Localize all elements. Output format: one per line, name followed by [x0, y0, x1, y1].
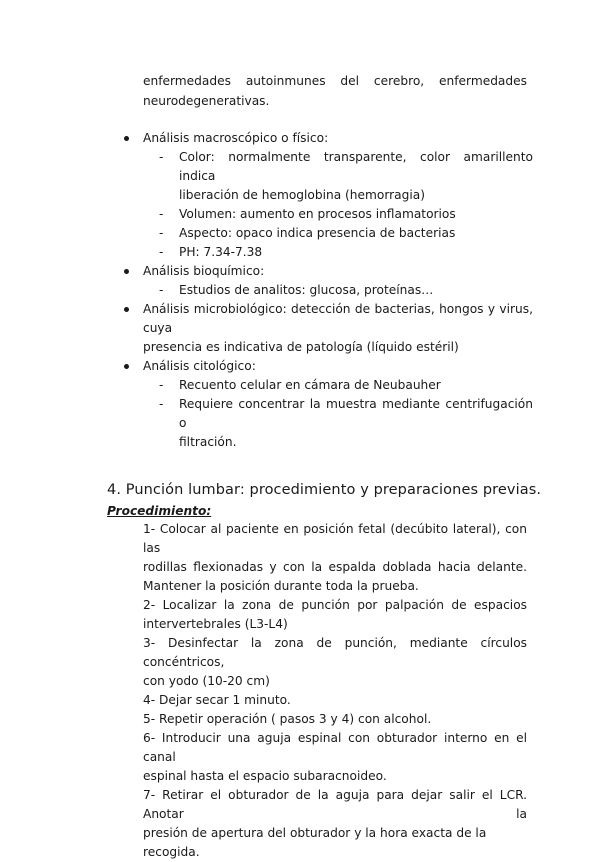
sub-list: [143, 281, 533, 300]
section-heading: 4. Punción lumbar: procedimiento y preparaciones previas.: [107, 482, 542, 498]
dash-icon: -: [159, 378, 164, 392]
list-item: [113, 262, 533, 300]
continuation-paragraph: [143, 71, 527, 111]
step-item: [143, 691, 527, 710]
sub-line: Color: normalmente transparente, color amarillento indica: [179, 150, 533, 183]
step-item: [143, 729, 527, 786]
sub-list: [143, 376, 533, 452]
bullet-label: Análisis macroscópico o físico:: [143, 131, 329, 145]
sub-list-item: [143, 243, 533, 262]
step-item: [143, 710, 527, 729]
bullet-label: Análisis bioquímico:: [143, 264, 265, 278]
continuation-line: neurodegenerativas.: [143, 94, 270, 108]
dash-icon: -: [159, 245, 164, 259]
bullet-icon: [124, 269, 129, 274]
sub-line: Estudios de analitos: glucosa, proteínas…: [179, 283, 434, 297]
step-line: 6- Introducir una aguja espinal con obturador interno en el canal: [143, 731, 527, 764]
step-line: presión de apertura del obturador y la hora exacta de la recogida.: [143, 826, 487, 859]
dash-icon: -: [159, 150, 164, 164]
sub-list-item: [143, 395, 533, 452]
sub-list-item: [143, 205, 533, 224]
dash-icon: -: [159, 397, 164, 411]
step-line: 2- Localizar la zona de punción por palpación de espacios: [143, 598, 527, 612]
sub-list-item: [143, 376, 533, 395]
step-line: 1- Colocar al paciente en posición fetal (decúbito lateral), con las: [143, 522, 527, 555]
bullet-icon: [124, 364, 129, 369]
step-line: rodillas flexionadas y con la espalda doblada hacia delante.: [143, 560, 527, 574]
sub-line: Requiere concentrar la muestra mediante centrifugación o: [179, 397, 533, 430]
list-item: [113, 357, 533, 452]
sub-line: liberación de hemoglobina (hemorragia): [179, 188, 425, 202]
step-item: [143, 596, 527, 634]
dash-icon: -: [159, 226, 164, 240]
dash-icon: -: [159, 207, 164, 221]
step-line: con yodo (10-20 cm): [143, 674, 270, 688]
sub-list-item: [143, 224, 533, 243]
step-line: intervertebrales (L3-L4): [143, 617, 288, 631]
continuation-line: enfermedades autoinmunes del cerebro, enfermedades: [143, 74, 527, 88]
procedure-steps: [143, 520, 527, 862]
bullet-line: presencia es indicativa de patología (líquido estéril): [143, 340, 459, 354]
bullet-icon: [124, 136, 129, 141]
sub-line: Aspecto: opaco indica presencia de bacterias: [179, 226, 456, 240]
list-item: [113, 129, 533, 262]
bullet-label: Análisis citológico:: [143, 359, 256, 373]
sub-list-item: [143, 148, 533, 205]
sub-line: Recuento celular en cámara de Neubauher: [179, 378, 441, 392]
step-line: espinal hasta el espacio subaracnoideo.: [143, 769, 387, 783]
sub-line: filtración.: [179, 435, 237, 449]
sub-list-item: [143, 281, 533, 300]
analysis-list: [113, 129, 533, 452]
step-line: 7- Retirar el obturador de la aguja para dejar salir el LCR. Anotar la: [143, 788, 527, 821]
step-line: Mantener la posición durante toda la prueba.: [143, 579, 419, 593]
procedure-label: Procedimiento:: [107, 504, 212, 518]
bullet-line: Análisis microbiológico: detección de bacterias, hongos y virus, cuya: [143, 302, 533, 335]
dash-icon: -: [159, 283, 164, 297]
list-item: [113, 300, 533, 357]
bullet-icon: [124, 307, 129, 312]
sub-line: PH: 7.34-7.38: [179, 245, 263, 259]
step-line: 5- Repetir operación ( pasos 3 y 4) con alcohol.: [143, 712, 432, 726]
sub-list: [143, 148, 533, 262]
step-line: 4- Dejar secar 1 minuto.: [143, 693, 291, 707]
step-item: [143, 520, 527, 596]
step-item: [143, 634, 527, 691]
sub-line: Volumen: aumento en procesos inflamatorios: [179, 207, 456, 221]
step-item: [143, 786, 527, 862]
step-line: 3- Desinfectar la zona de punción, mediante círculos concéntricos,: [143, 636, 527, 669]
